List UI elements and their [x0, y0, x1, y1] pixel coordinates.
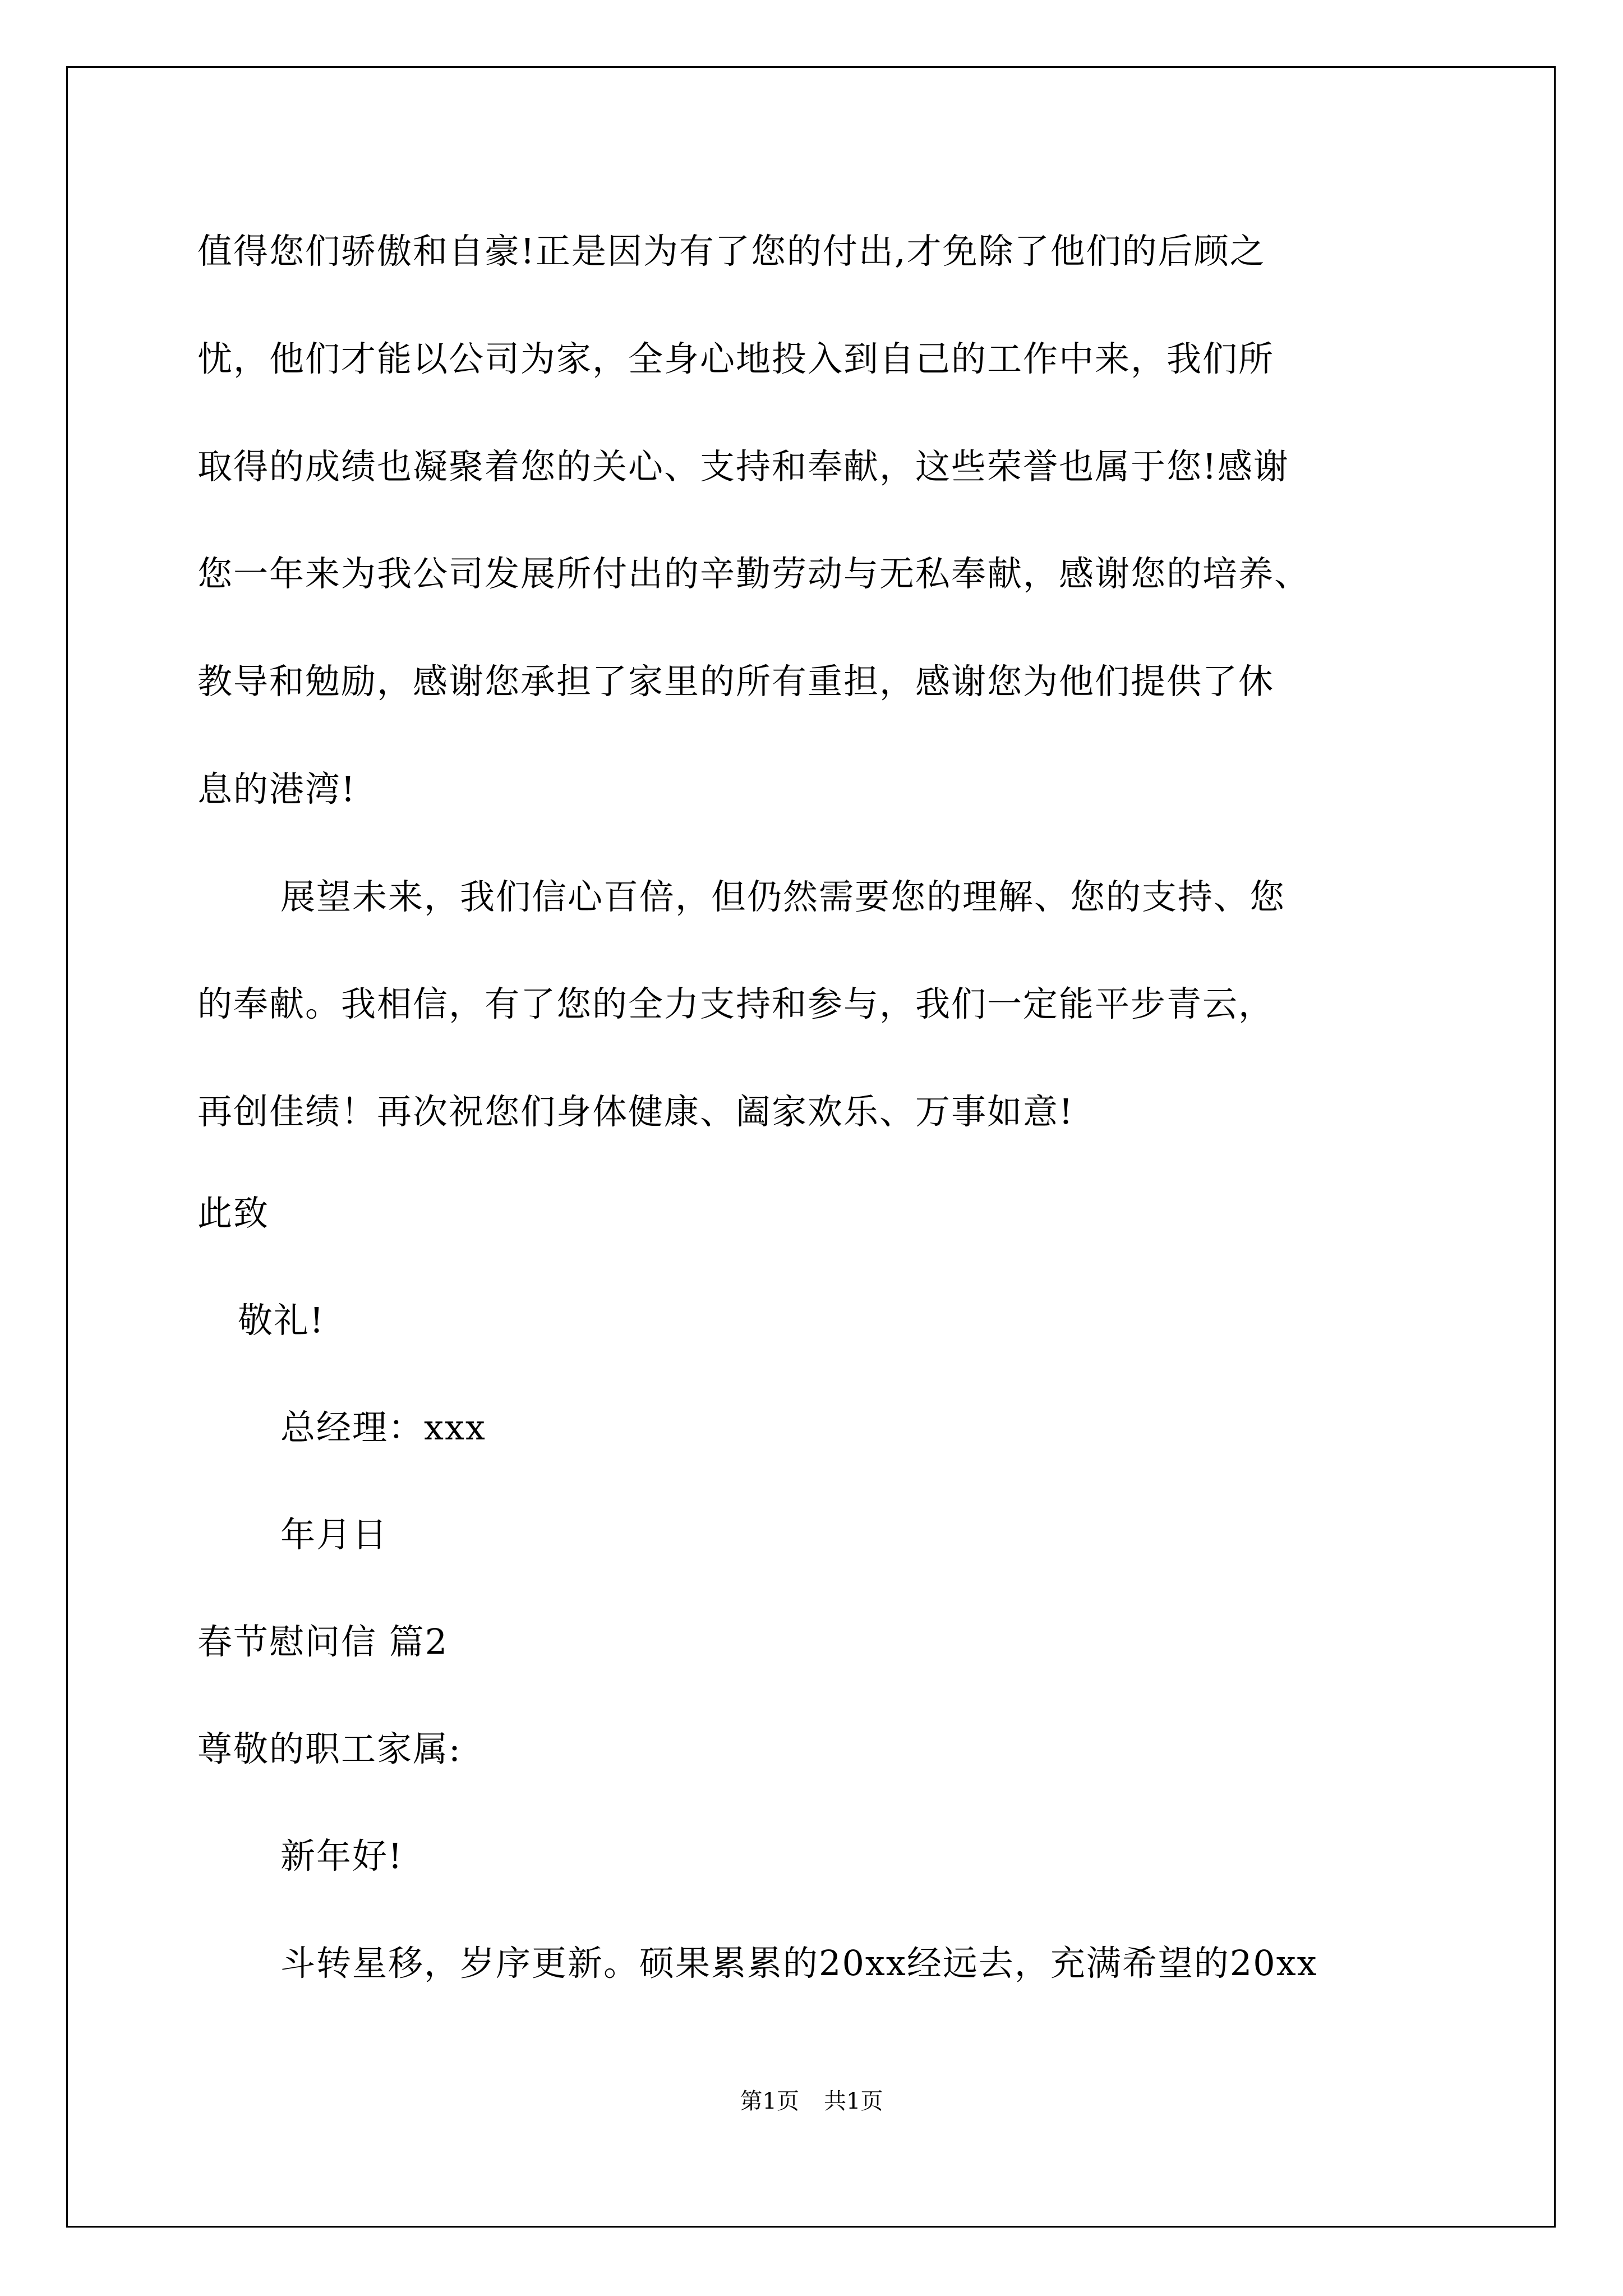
greeting-line: 新年好! [280, 1835, 403, 1876]
page-footer [0, 2085, 1623, 2118]
signature-line: 总经理：xxx [280, 1407, 486, 1448]
body-line: 值得您们骄傲和自豪!正是因为有了您的付出,才免除了他们的后顾之 [197, 231, 1266, 272]
paragraph-first-line: 斗转星移，岁序更新。硕果累累的20xx经远去，充满希望的20xx [280, 1943, 1318, 1984]
paragraph-first-line: 展望未来，我们信心百倍，但仍然需要您的理解、您的支持、您 [280, 876, 1286, 917]
greeting-addressee: 尊敬的职工家属: [197, 1728, 462, 1769]
body-line: 息的港湾! [197, 769, 356, 809]
body-line: 取得的成绩也凝聚着您的关心、支持和奉献，这些荣誉也属于您!感谢 [197, 446, 1289, 487]
closing-salutation: 此致 [197, 1193, 270, 1234]
section-heading: 春节慰问信 篇2 [197, 1621, 449, 1662]
body-line: 的奉献。我相信，有了您的全力支持和参与，我们一定能平步青云， [197, 983, 1275, 1024]
page-total: 共1页 [824, 2088, 883, 2114]
page-border [66, 66, 1556, 2228]
body-line: 教导和勉励，感谢您承担了家里的所有重担，感谢您为他们提供了休 [197, 661, 1275, 702]
body-line: 您一年来为我公司发展所付出的辛勤劳动与无私奉献，感谢您的培养、 [197, 553, 1311, 594]
closing-regards: 敬礼! [238, 1300, 325, 1341]
page-number: 第1页 [740, 2088, 799, 2114]
date-line: 年月日 [280, 1514, 389, 1555]
body-line: 忧，他们才能以公司为家，全身心地投入到自己的工作中来，我们所 [197, 338, 1275, 379]
body-line: 再创佳绩！再次祝您们身体健康、阖家欢乐、万事如意! [197, 1091, 1074, 1132]
